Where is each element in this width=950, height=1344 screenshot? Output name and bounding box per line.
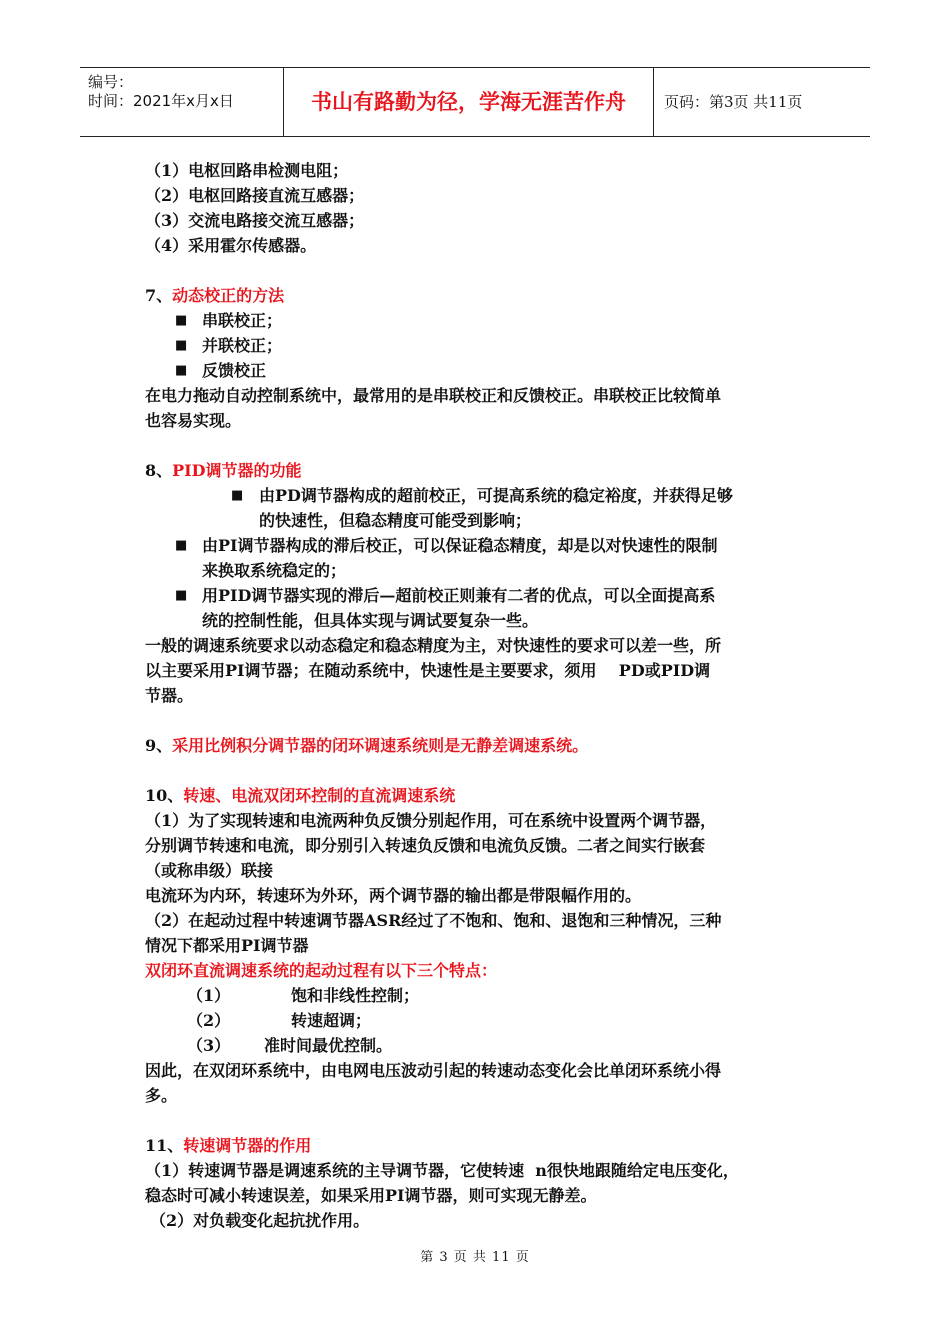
- document-body: [145, 158, 810, 1233]
- sec6-item-3: （3）交流电路接交流互感器；: [145, 211, 365, 230]
- sec8-heading: [145, 458, 810, 483]
- sec10-feature-1: [145, 983, 810, 1008]
- sec10-number: 10、: [145, 786, 184, 805]
- sec7-bullet-1: ■ 串联校正；: [145, 308, 810, 333]
- sec8-bullet-1-cont: 的快速性，但稳态精度可能受到影响；: [259, 511, 532, 530]
- page-header: [80, 67, 870, 137]
- square-bullet-icon: ■: [231, 488, 244, 503]
- sec6-item-1: （1）电枢回路串检测电阻；: [145, 161, 349, 180]
- sec10-line-1: （1）为了实现转速和电流两种负反馈分别起作用，可在系统中设置两个调节器，: [145, 811, 717, 830]
- sec8-text-2: 以主要采用PI调节器；在随动系统中，快速性是主要要求，须用 PD或PID调: [145, 661, 711, 680]
- square-bullet-icon: ■: [175, 338, 188, 353]
- sec10-feature-3: [145, 1033, 810, 1058]
- header-page-label: 页码：第3页 共11页: [664, 93, 803, 111]
- sec11-line-3: （2）对负载变化起抗扰作用。: [150, 1211, 370, 1230]
- sec7-title: 动态校正的方法: [172, 286, 285, 305]
- feature-text: 饱和非线性控制；: [291, 986, 420, 1005]
- sec8-bullet-3-cont: 统的控制性能，但具体实现与调试要复杂一些。: [202, 611, 539, 630]
- sec10-line-3: （或称串级）联接: [145, 861, 274, 880]
- feature-number: （1）: [187, 986, 231, 1005]
- sec9-number: 9、: [145, 736, 173, 755]
- square-bullet-icon: ■: [175, 588, 188, 603]
- time-label: 时间：2021年x月x日: [88, 92, 234, 110]
- sec11-heading: [145, 1133, 810, 1158]
- sec8-bullet-3: ■ 用PID调节器实现的滞后—超前校正则兼有二者的优点，可以全面提高系: [145, 583, 810, 608]
- sec10-line-8: 多。: [145, 1086, 178, 1105]
- sec10-title: 转速、电流双闭环控制的直流调速系统: [183, 786, 456, 805]
- page-footer: 第 3 页 共 11 页: [420, 1250, 530, 1265]
- sec10-heading: [145, 783, 810, 808]
- feature-text: 转速超调；: [291, 1011, 372, 1030]
- sec8-title: PID调节器的功能: [172, 461, 302, 480]
- square-bullet-icon: ■: [175, 313, 188, 328]
- sec7-number: 7、: [145, 286, 173, 305]
- sec8-text-1: 一般的调速系统要求以动态稳定和稳态精度为主，对快速性的要求可以差一些，所: [145, 636, 722, 655]
- sec11-line-1: （1）转速调节器是调速系统的主导调节器，它使转速 n很快地跟随给定电压变化，: [145, 1161, 739, 1180]
- sec7-text-2: 也容易实现。: [145, 411, 242, 430]
- sec10-line-2: 分别调节转速和电流，即分别引入转速负反馈和电流负反馈。二者之间实行嵌套: [145, 836, 706, 855]
- square-bullet-icon: ■: [175, 538, 188, 553]
- sec9-heading: [145, 733, 810, 758]
- sec10-feature-title: 双闭环直流调速系统的起动过程有以下三个特点：: [145, 961, 498, 980]
- sec10-line-5: （2）在起动过程中转速调节器ASR经过了不饱和、饱和、退饱和三种情况，三种: [145, 911, 722, 930]
- feature-number: （2）: [187, 1011, 231, 1030]
- feature-text: 准时间最优控制。: [264, 1036, 393, 1055]
- sec10-feature-2: [145, 1008, 810, 1033]
- sec8-bullet-2-cont: 来换取系统稳定的；: [202, 561, 347, 580]
- sec7-bullet-2: ■ 并联校正；: [145, 333, 810, 358]
- sec6-item-4: （4）采用霍尔传感器。: [145, 236, 317, 255]
- sec7-bullet-3: ■ 反馈校正: [145, 358, 810, 383]
- sec7-heading: [145, 283, 810, 308]
- sec6-item-2: （2）电枢回路接直流互感器；: [145, 186, 365, 205]
- header-left-cell: [80, 68, 284, 136]
- sec10-line-6: 情况下都采用PI调节器: [145, 936, 309, 955]
- sec8-number: 8、: [145, 461, 173, 480]
- sec8-bullet-1: ■ 由PD调节器构成的超前校正，可提高系统的稳定裕度，并获得足够: [145, 483, 810, 508]
- sec11-title: 转速调节器的作用: [183, 1136, 312, 1155]
- sec8-text-3: 节器。: [145, 686, 194, 705]
- sec11-line-2: 稳态时可减小转速误差，如果采用PI调节器，则可实现无静差。: [145, 1186, 597, 1205]
- sec10-line-7: 因此，在双闭环系统中，由电网电压波动引起的转速动态变化会比单闭环系统小得: [145, 1061, 722, 1080]
- sec11-number: 11、: [145, 1136, 184, 1155]
- sec8-bullet-2: ■ 由PI调节器构成的滞后校正，可以保证稳态精度，却是以对快速性的限制: [145, 533, 810, 558]
- square-bullet-icon: ■: [175, 363, 188, 378]
- feature-number: （3）: [187, 1036, 231, 1055]
- header-motto: 书山有路勤为径，学海无涯苦作舟: [284, 68, 654, 136]
- serial-label: 编号：: [88, 73, 134, 91]
- sec7-text-1: 在电力拖动自动控制系统中，最常用的是串联校正和反馈校正。串联校正比较简单: [145, 386, 722, 405]
- sec9-title: 采用比例积分调节器的闭环调速系统则是无静差调速系统。: [172, 736, 589, 755]
- sec10-line-4: 电流环为内环，转速环为外环，两个调节器的输出都是带限幅作用的。: [145, 886, 642, 905]
